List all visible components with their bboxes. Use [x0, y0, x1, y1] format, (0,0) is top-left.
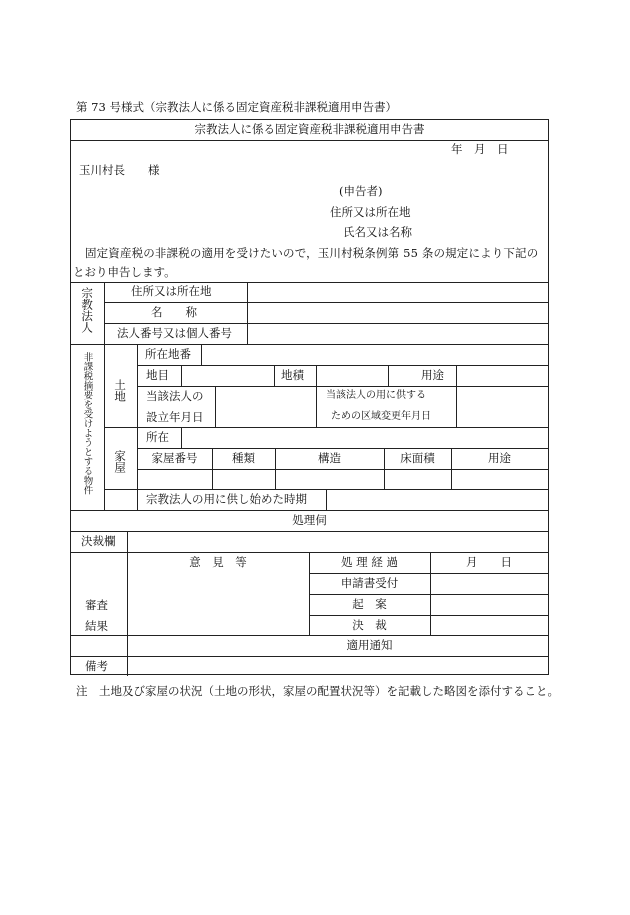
- house-number-header: 家屋番号: [151, 451, 198, 465]
- house-type-header: 種類: [232, 451, 255, 465]
- review-result-line2: 結果: [85, 619, 108, 633]
- row-divider: [71, 282, 548, 283]
- row-divider: [71, 344, 548, 345]
- col-divider: [127, 531, 128, 676]
- row-divider: [137, 469, 548, 470]
- house-location-label: 所在: [146, 430, 169, 444]
- addressee: 玉川村長 様: [79, 163, 160, 177]
- religious-corp-label: 宗教法人: [80, 287, 95, 333]
- col-divider: [104, 344, 105, 510]
- applicant-label: (申告者): [339, 184, 383, 198]
- house-use-header: 用途: [488, 451, 511, 465]
- col-divider: [316, 386, 317, 427]
- review-result-line1: 審査: [85, 598, 108, 612]
- step-approval: 決 裁: [352, 618, 387, 632]
- col-divider: [247, 282, 248, 344]
- col-divider: [316, 365, 317, 386]
- land-label: 土地: [113, 379, 128, 402]
- row-divider: [137, 365, 548, 366]
- corp-name-label: 名 称: [151, 305, 197, 319]
- decision-label: 決裁欄: [81, 534, 116, 548]
- corp-founding-date-line2: 設立年月日: [146, 410, 204, 424]
- col-divider: [104, 282, 105, 344]
- process-header: 処 理 経 過: [341, 555, 398, 569]
- row-divider: [104, 427, 548, 428]
- date-line: 年 月 日: [451, 142, 509, 156]
- col-divider: [215, 386, 216, 427]
- row-divider: [309, 573, 548, 574]
- house-floor-area-header: 床面積: [400, 451, 435, 465]
- col-divider: [456, 386, 457, 427]
- col-divider: [274, 365, 275, 386]
- row-divider: [71, 140, 548, 141]
- corp-address-label: 住所又は所在地: [131, 284, 212, 298]
- col-divider: [388, 365, 389, 386]
- land-location-label: 所在地番: [145, 347, 191, 361]
- row-divider: [71, 531, 548, 532]
- month-day-header: 月 日: [466, 555, 512, 569]
- house-label: 家屋: [113, 450, 128, 473]
- opinion-header: 意 見 等: [189, 555, 247, 569]
- corp-founding-date-line1: 当該法人の: [146, 389, 204, 403]
- col-divider: [181, 427, 182, 448]
- footnote: 注 土地及び家屋の状況（土地の形状，家屋の配置状況等）を記載した略図を添付すること。: [76, 684, 559, 698]
- row-divider: [137, 448, 548, 449]
- step-application-received: 申請書受付: [340, 576, 399, 590]
- processing-header: 処理伺: [292, 513, 327, 527]
- col-divider: [137, 344, 138, 510]
- form-title: 宗教法人に係る固定資産税非課税適用申告書: [194, 122, 425, 136]
- zone-change-date-line2: ための区域変更年月日: [331, 411, 431, 422]
- form-number: 第 73 号様式（宗教法人に係る固定資産税非課税適用申告書）: [76, 100, 397, 114]
- land-area-label: 地積: [281, 368, 304, 382]
- statement-line2: とおり申告します。: [73, 265, 176, 279]
- row-divider: [71, 656, 548, 657]
- col-divider: [456, 365, 457, 386]
- row-divider: [309, 594, 548, 595]
- col-divider: [181, 365, 182, 386]
- row-divider: [104, 302, 548, 303]
- col-divider: [326, 489, 327, 510]
- row-divider: [71, 635, 548, 636]
- start-use-label: 宗教法人の用に供し始めた時期: [146, 492, 307, 506]
- statement-line1: 固定資産税の非課税の適用を受けたいので，玉川村税条例第 55 条の規定により下記の: [85, 246, 539, 260]
- applicant-name-label: 氏名又は名称: [343, 225, 412, 239]
- land-use-label: 用途: [421, 368, 444, 382]
- zone-change-date-line1: 当該法人の用に供する: [326, 390, 426, 401]
- land-category-label: 地目: [146, 368, 169, 382]
- step-draft: 起 案: [352, 597, 387, 611]
- property-label: 非課税摘要を受けようとする物件: [81, 352, 93, 495]
- row-divider: [309, 615, 548, 616]
- applicant-address-label: 住所又は所在地: [330, 205, 411, 219]
- remarks-label: 備考: [85, 659, 108, 673]
- step-notice: 適用通知: [346, 638, 393, 652]
- row-divider: [104, 323, 548, 324]
- corp-number-label: 法人番号又は個人番号: [117, 326, 232, 340]
- application-form-table: [70, 119, 549, 675]
- col-divider: [201, 344, 202, 365]
- house-structure-header: 構造: [318, 451, 341, 465]
- row-divider: [71, 510, 548, 511]
- row-divider: [137, 386, 548, 387]
